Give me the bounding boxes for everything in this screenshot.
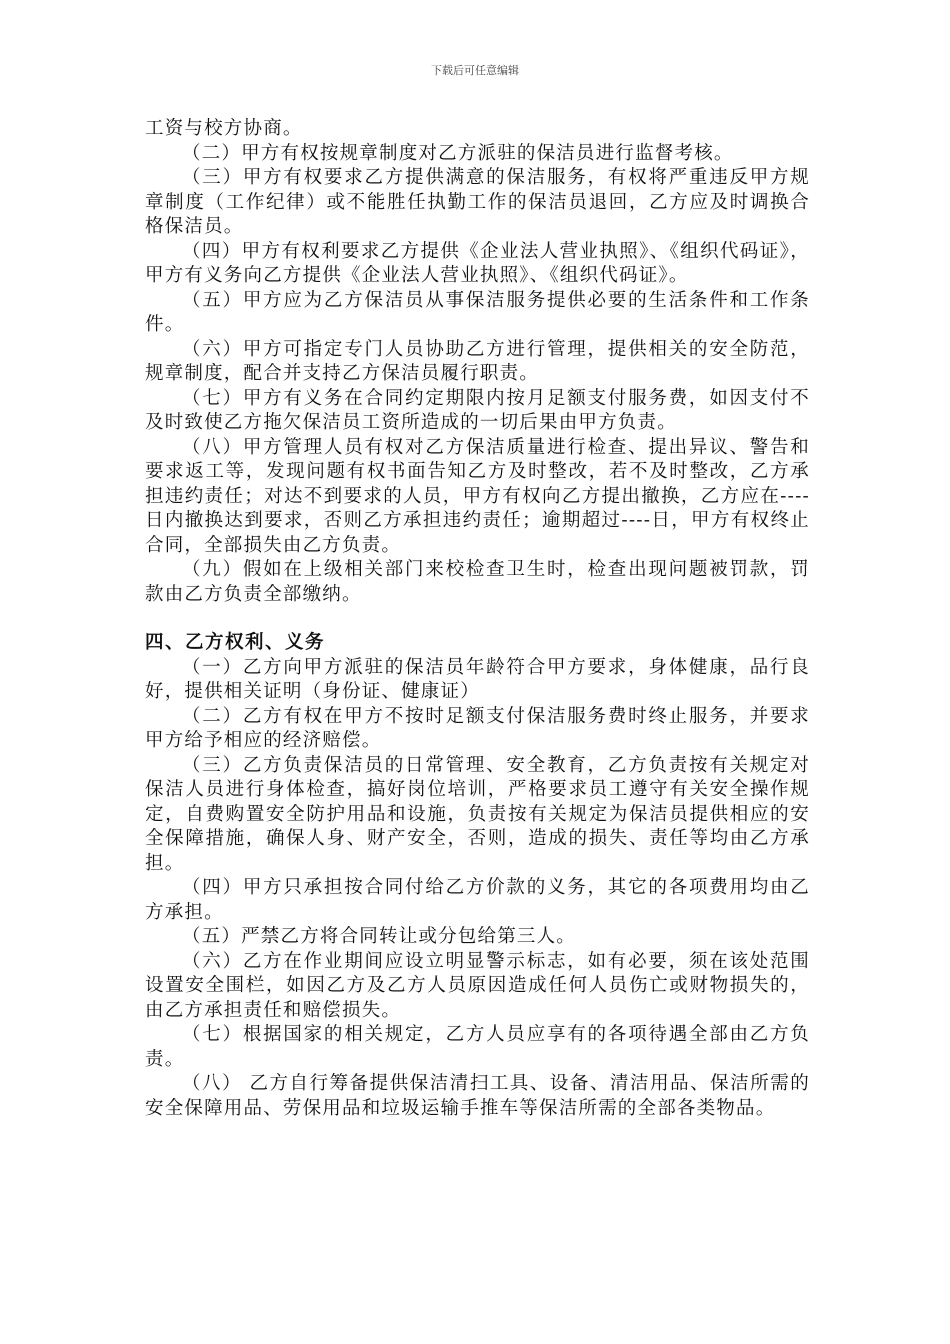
paragraph: （一）乙方向甲方派驻的保洁员年龄符合甲方要求，身体健康，品行良好，提供相关证明（身份证、健康证） <box>145 656 810 702</box>
paragraph: （八）甲方管理人员有权对乙方保洁质量进行检查、提出异议、警告和要求返工等，发现问题有权书面告知乙方及时整改，若不及时整改，乙方承担违约责任；对达不到要求的人员，甲方有权向乙方提出撤换，乙方应在----日内撤换达到要求，否则乙方承担违约责任；逾期超过----日，甲方有权终止合同，全部损失由乙方负责。 <box>145 436 810 556</box>
paragraph: （二）乙方有权在甲方不按时足额支付保洁服务费时终止服务，并要求甲方给予相应的经济赔偿。 <box>145 705 810 751</box>
document-body <box>145 117 810 1121</box>
paragraph: （二）甲方有权按规章制度对乙方派驻的保洁员进行监督考核。 <box>182 142 734 164</box>
paragraph: （六）乙方在作业期间应设立明显警示标志，如有必要，须在该处范围设置安全围栏，如因乙方及乙方人员原因造成任何人员伤亡或财物损失的，由乙方承担责任和赔偿损失。 <box>145 950 810 1021</box>
paragraph: 工资与校方协商。 <box>145 118 303 139</box>
paragraph: （八） 乙方自行筹备提供保洁清扫工具、设备、清洁用品、保洁所需的安全保障用品、劳保用品和垃圾运输手推车等保洁所需的全部各类物品。 <box>145 1073 810 1119</box>
paragraph: （五）严禁乙方将合同转让或分包给第三人。 <box>182 926 577 947</box>
paragraph: （五）甲方应为乙方保洁员从事保洁服务提供必要的生活条件和工作条件。 <box>145 289 810 335</box>
paragraph: （三）乙方负责保洁员的日常管理、安全教育，乙方负责按有关规定对保洁人员进行身体检查，搞好岗位培训，严格要求员工遵守有关安全操作规定，自费购置安全防护用品和设施，负责按有关规定为保洁员提供相应的安全保障措施，确保人身、财产安全，否则，造成的损失、责任等均由乙方承担。 <box>145 754 810 874</box>
page-header: 下载后可任意编辑 <box>431 64 519 77</box>
paragraph: （九）假如在上级相关部门来校检查卫生时，检查出现问题被罚款，罚款由乙方负责全部缴纳。 <box>145 559 810 605</box>
paragraph: （四）甲方有权利要求乙方提供《企业法人营业执照》、《组织代码证》，甲方有义务向乙方提供《企业法人营业执照》、《组织代码证》。 <box>145 240 810 286</box>
paragraph: （七）甲方有义务在合同约定期限内按月足额支付服务费，如因支付不及时致使乙方拖欠保洁员工资所造成的一切后果由甲方负责。 <box>145 387 810 433</box>
paragraph: （六）甲方可指定专门人员协助乙方进行管理，提供相关的安全防范，规章制度，配合并支持乙方保洁员履行职责。 <box>145 338 810 384</box>
section-heading: 四、乙方权利、义务 <box>145 632 326 653</box>
paragraph: （七）根据国家的相关规定，乙方人员应享有的各项待遇全部由乙方负责。 <box>145 1024 810 1070</box>
paragraph: （四）甲方只承担按合同付给乙方价款的义务，其它的各项费用均由乙方承担。 <box>145 877 810 923</box>
paragraph: （三）甲方有权要求乙方提供满意的保洁服务，有权将严重违反甲方规章制度（工作纪律）或不能胜任执勤工作的保洁员退回，乙方应及时调换合格保洁员。 <box>145 167 810 237</box>
